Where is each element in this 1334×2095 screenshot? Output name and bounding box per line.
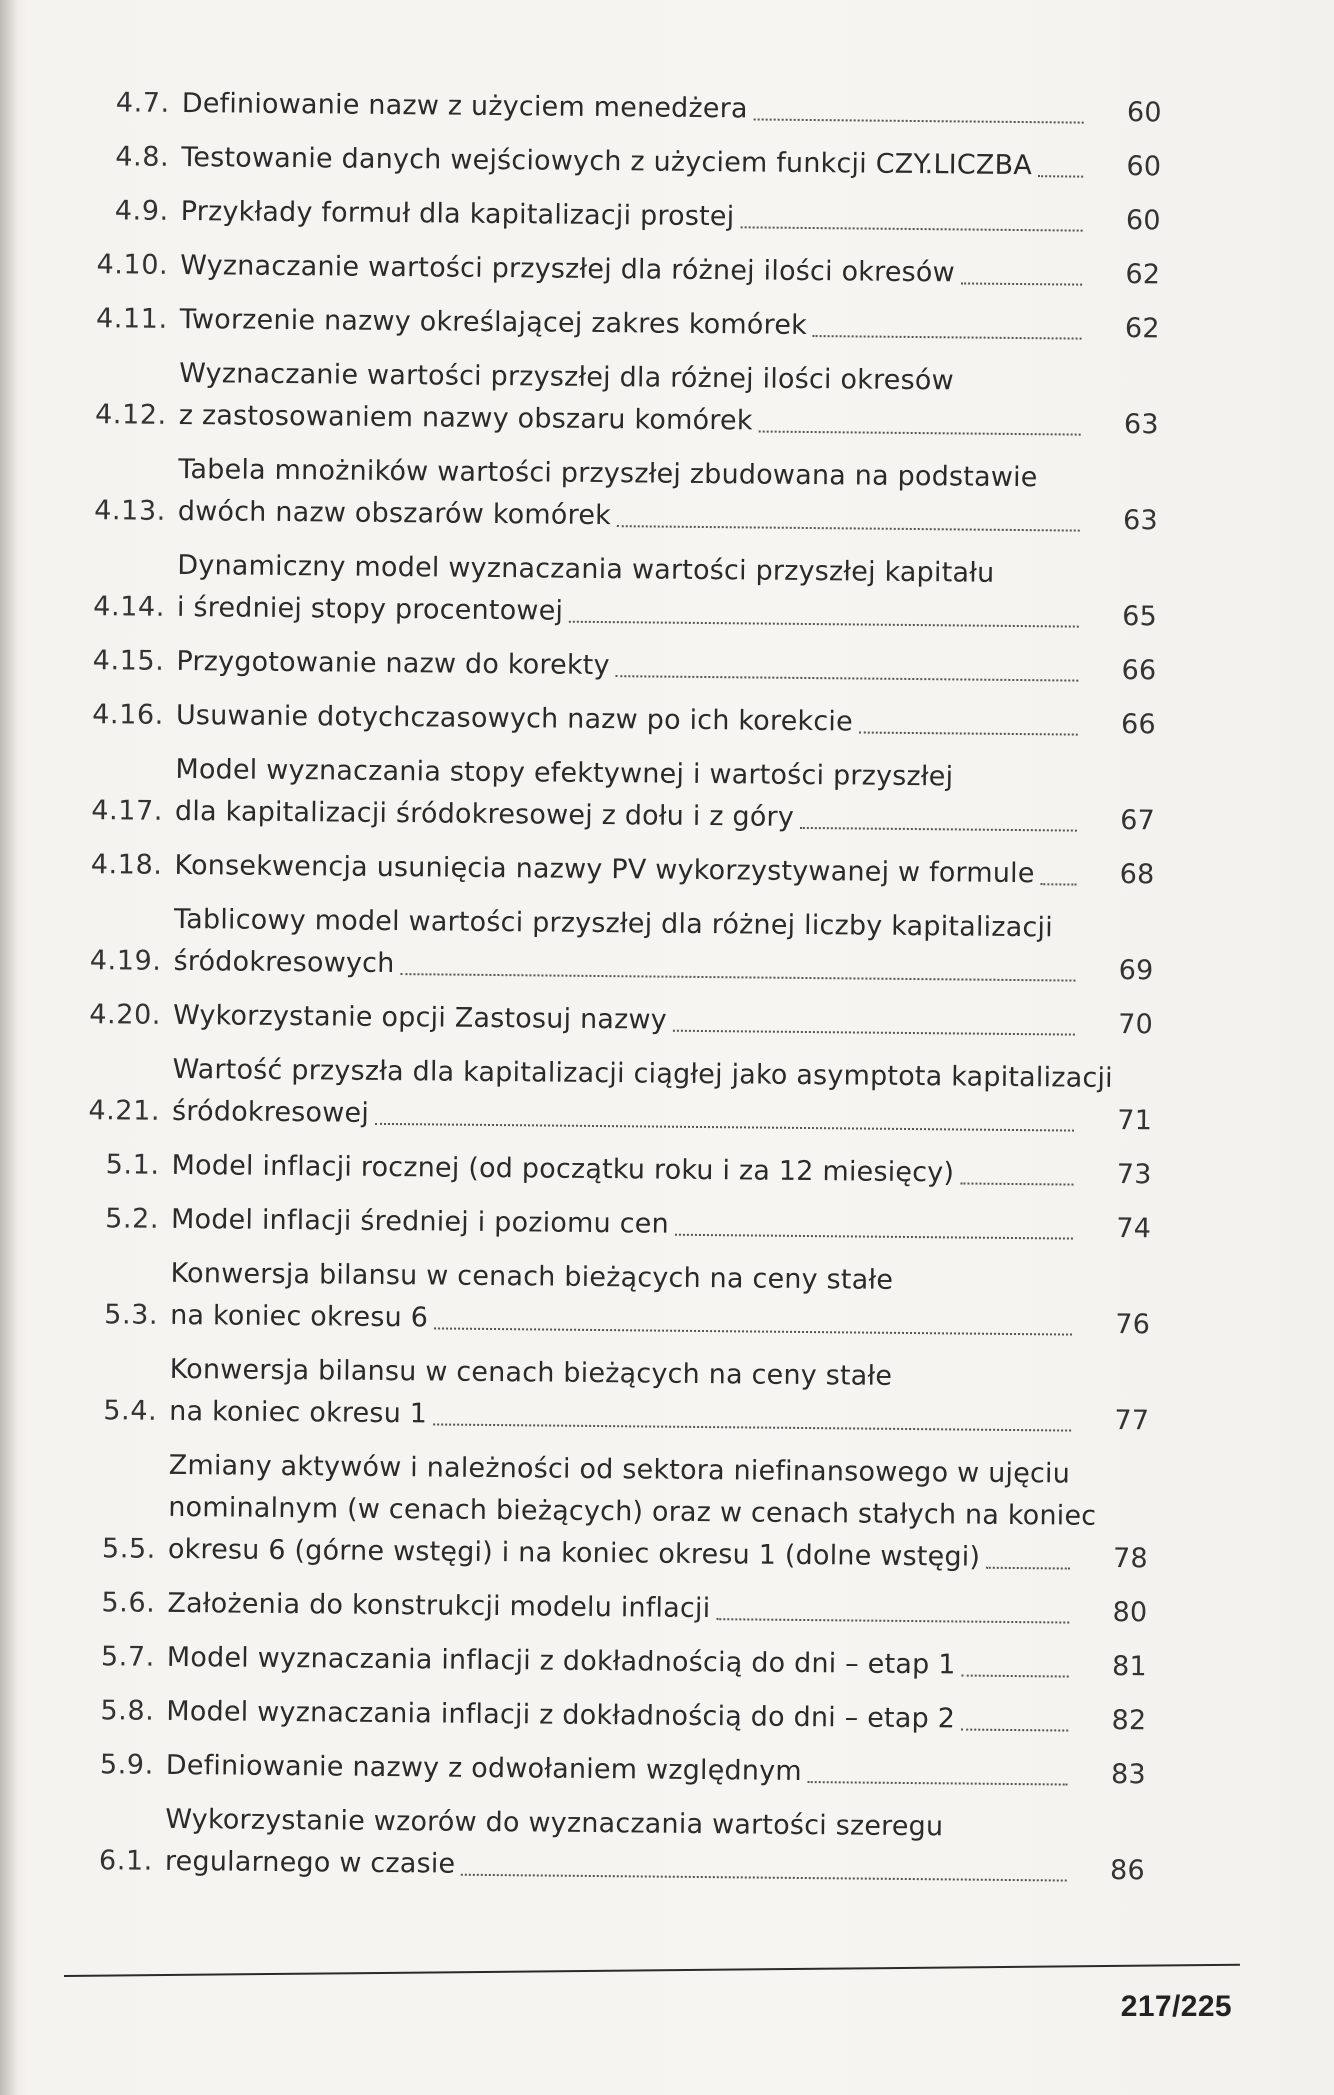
entry-number: 5.1. xyxy=(105,1149,160,1181)
entry-leader-line xyxy=(180,299,1160,350)
dot-leader xyxy=(808,1779,1068,1785)
entry-title: Przykłady formuł dla kapitalizacji prostej xyxy=(180,195,735,233)
entry-title-line: Konwersja bilansu w cenach bieżących na ceny stałe xyxy=(169,1353,893,1392)
entry-leader-line xyxy=(166,1691,1146,1742)
entry-leader-line xyxy=(171,1199,1151,1250)
entry-title: Założenia do konstrukcji modelu inflacji xyxy=(167,1587,711,1625)
entry-body xyxy=(177,545,1158,638)
entry-page-number: 76 xyxy=(1115,1308,1151,1341)
toc-entry xyxy=(71,1198,1241,1251)
entry-number: 4.10. xyxy=(96,249,169,281)
entry-number: 4.15. xyxy=(92,645,165,677)
entry-title-line: Tablicowy model wartości przyszłej dla różnej liczby kapitalizacji xyxy=(173,903,1054,944)
toc-entry xyxy=(69,1348,1240,1443)
entry-title: śródokresowej xyxy=(171,1095,370,1129)
entry-page-number: 82 xyxy=(1111,1704,1147,1737)
dot-leader xyxy=(813,333,1082,340)
entry-number: 4.11. xyxy=(95,303,168,335)
entry-title-line: Model wyznaczania stopy efektywnej i wartości przyszłej xyxy=(175,753,954,793)
entry-number: 4.17. xyxy=(91,795,164,827)
dot-leader xyxy=(740,224,1082,231)
entry-title: Model inflacji średniej i poziomu cen xyxy=(170,1203,669,1240)
toc-entry xyxy=(81,136,1251,189)
toc-entry xyxy=(67,1582,1237,1635)
entry-page-number: 86 xyxy=(1109,1854,1146,1887)
entry-page-number: 63 xyxy=(1123,409,1159,441)
entry-title-line: Dynamiczny model wyznaczania wartości przyszłej kapitału xyxy=(177,549,995,589)
entry-number: 4.14. xyxy=(93,591,166,623)
entry-body xyxy=(181,137,1161,188)
entry-number: 6.1. xyxy=(98,1845,154,1877)
entry-page-number: 60 xyxy=(1126,151,1162,183)
dot-leader xyxy=(961,280,1082,285)
entry-leader-line xyxy=(180,245,1160,296)
entry-number: 5.3. xyxy=(104,1299,159,1331)
dot-leader xyxy=(716,1616,1069,1623)
table-of-contents xyxy=(65,82,1252,1905)
entry-body xyxy=(167,1637,1147,1688)
entry-page-number: 71 xyxy=(1117,1104,1153,1137)
toc-entry xyxy=(79,352,1250,447)
entry-leader-line xyxy=(176,695,1156,746)
entry-number: 5.9. xyxy=(99,1749,154,1781)
entry-number: 4.19. xyxy=(89,945,162,977)
entry-leader-line xyxy=(178,491,1158,542)
dot-leader xyxy=(754,116,1084,123)
entry-title-line: nominalnym (w cenach bieżących) oraz w cenach stałych na koniec xyxy=(168,1491,1097,1532)
entry-title: na koniec okresu 1 xyxy=(169,1395,428,1430)
entry-page-number: 74 xyxy=(1116,1212,1152,1245)
entry-number: 4.21. xyxy=(88,1095,161,1127)
entry-title: z zastosowaniem nazwy obszaru komórek xyxy=(178,399,753,437)
entry-title: Definiowanie nazwy z odwołaniem względnym xyxy=(165,1749,802,1787)
entry-page-number: 63 xyxy=(1122,505,1158,537)
entry-title: Wyznaczanie wartości przyszłej dla różnej ilości okresów xyxy=(180,249,956,289)
toc-entry xyxy=(65,1798,1236,1893)
toc-entry xyxy=(74,844,1244,897)
toc-entry xyxy=(73,898,1244,993)
entry-leader-line xyxy=(167,1637,1147,1688)
entry-body xyxy=(169,1349,1150,1442)
entry-body xyxy=(181,191,1161,242)
entry-body xyxy=(178,449,1159,542)
entry-title: dwóch nazw obszarów komórek xyxy=(177,495,612,532)
entry-title-line: Zmiany aktywów i należności od sektora niefinansowego w ujęciu xyxy=(168,1449,1071,1490)
entry-title: i średniej stopy procentowej xyxy=(176,591,564,627)
entry-body xyxy=(173,899,1154,992)
dot-leader xyxy=(616,673,1079,681)
dot-leader xyxy=(617,523,1080,531)
entry-page-number: 70 xyxy=(1118,1008,1154,1041)
entry-page-number: 80 xyxy=(1112,1596,1148,1629)
toc-entry xyxy=(71,1144,1241,1197)
toc-entry xyxy=(80,298,1250,351)
dot-leader xyxy=(375,1121,1074,1132)
entry-number: 4.8. xyxy=(115,141,170,173)
dot-leader xyxy=(800,825,1077,832)
entry-body xyxy=(180,245,1160,296)
entry-body xyxy=(171,1145,1151,1196)
dot-leader xyxy=(433,1421,1071,1431)
entry-body xyxy=(165,1799,1146,1892)
entry-leader-line xyxy=(179,395,1159,446)
entry-page-number: 69 xyxy=(1118,954,1154,987)
entry-title: Tworzenie nazwy określającej zakres komórek xyxy=(179,303,808,341)
entry-title-line: Tabela mnożników wartości przyszłej zbudowana na podstawie xyxy=(178,453,1038,494)
dot-leader xyxy=(434,1325,1072,1335)
entry-body xyxy=(179,353,1160,446)
toc-entry xyxy=(68,1444,1239,1581)
entry-title: Model wyznaczania inflacji z dokładnością do dni – etap 2 xyxy=(166,1695,956,1735)
entry-leader-line xyxy=(171,1145,1151,1196)
entry-title-line: Wykorzystanie wzorów do wyznaczania wartości szeregu xyxy=(165,1803,944,1843)
entry-leader-line xyxy=(173,941,1153,992)
entry-number: 4.7. xyxy=(115,87,170,119)
entry-leader-line xyxy=(167,1583,1147,1634)
toc-entry xyxy=(81,190,1251,243)
entry-title: Wykorzystanie opcji Zastosuj nazwy xyxy=(172,999,668,1036)
entry-title: Model wyznaczania inflacji z dokładnością do dni – etap 1 xyxy=(166,1641,956,1681)
entry-page-number: 73 xyxy=(1116,1158,1152,1191)
entry-page-number: 68 xyxy=(1119,858,1155,891)
dot-leader xyxy=(961,1727,1068,1732)
entry-body xyxy=(180,299,1160,350)
entry-number: 4.20. xyxy=(89,999,162,1031)
toc-entry xyxy=(70,1252,1241,1347)
entry-title: Definiowanie nazw z użyciem menedżera xyxy=(181,87,748,125)
dot-leader xyxy=(759,429,1081,436)
entry-body xyxy=(182,83,1162,134)
entry-number: 5.7. xyxy=(100,1641,156,1673)
entry-number: 4.16. xyxy=(92,699,165,731)
dot-leader xyxy=(1038,173,1083,177)
entry-title: Model inflacji rocznej (od początku roku i za 12 miesięcy) xyxy=(171,1149,955,1189)
dot-leader xyxy=(960,1180,1073,1185)
dot-leader xyxy=(569,619,1079,628)
entry-page-number: 81 xyxy=(1111,1650,1147,1683)
entry-title: regularnego w czasie xyxy=(164,1845,456,1880)
entry-leader-line xyxy=(175,791,1155,842)
entry-page-number: 60 xyxy=(1126,97,1162,129)
entry-page-number: 67 xyxy=(1120,805,1156,837)
entry-title: Przygotowanie nazw do korekty xyxy=(176,645,610,682)
toc-entry xyxy=(76,640,1246,693)
entry-title: Konsekwencja usunięcia nazwy PV wykorzystywanej w formule xyxy=(174,849,1035,890)
entry-number: 4.18. xyxy=(90,849,163,881)
entry-number: 5.2. xyxy=(105,1203,160,1235)
toc-entry xyxy=(77,544,1248,639)
toc-entry xyxy=(67,1636,1237,1689)
entry-number: 4.12. xyxy=(94,399,167,431)
entry-leader-line xyxy=(182,83,1162,134)
entry-body xyxy=(167,1583,1147,1634)
entry-leader-line xyxy=(169,1391,1149,1442)
entry-title: śródokresowych xyxy=(173,945,395,980)
entry-body xyxy=(172,1049,1153,1142)
entry-leader-line xyxy=(176,641,1156,692)
entry-leader-line xyxy=(173,995,1153,1046)
entry-page-number: 62 xyxy=(1125,259,1161,291)
entry-leader-line xyxy=(168,1529,1148,1580)
entry-title: okresu 6 (górne wstęgi) i na koniec okresu 1 (dolne wstęgi) xyxy=(167,1533,981,1573)
dot-leader xyxy=(675,1232,1073,1240)
entry-leader-line xyxy=(181,191,1161,242)
footer-rule xyxy=(64,1964,1240,1977)
entry-body xyxy=(173,995,1153,1046)
entry-leader-line xyxy=(166,1745,1146,1796)
entry-leader-line xyxy=(174,845,1154,896)
entry-body xyxy=(174,845,1154,896)
entry-title: Testowanie danych wejściowych z użyciem funkcji CZY.LICZBA xyxy=(181,141,1033,182)
entry-title-line: Wyznaczanie wartości przyszłej dla różnej ilości okresów xyxy=(179,357,954,397)
entry-page-number: 83 xyxy=(1110,1758,1146,1791)
entry-page-number: 60 xyxy=(1125,205,1161,237)
entry-body xyxy=(166,1691,1146,1742)
dot-leader xyxy=(461,1872,1067,1882)
entry-title: Usuwanie dotychczasowych nazw po ich korekcie xyxy=(175,699,854,738)
entry-number: 5.6. xyxy=(101,1587,156,1619)
entry-leader-line xyxy=(181,137,1161,188)
toc-entry xyxy=(73,994,1243,1047)
toc-entry xyxy=(72,1048,1243,1143)
entry-page-number: 65 xyxy=(1122,601,1158,633)
entry-body xyxy=(168,1445,1149,1580)
toc-entry xyxy=(80,244,1250,297)
entry-body xyxy=(176,695,1156,746)
entry-body xyxy=(176,641,1156,692)
page-edge-shadow xyxy=(0,0,18,2095)
entry-body xyxy=(166,1745,1146,1796)
toc-entry xyxy=(75,748,1246,843)
entry-page-number: 66 xyxy=(1120,709,1157,741)
entry-title-line: Konwersja bilansu w cenach bieżących na ceny stałe xyxy=(170,1257,894,1296)
dot-leader xyxy=(986,1565,1070,1570)
entry-leader-line xyxy=(172,1091,1152,1142)
toc-entry xyxy=(76,694,1246,747)
entry-page-number: 78 xyxy=(1112,1542,1149,1575)
toc-entry xyxy=(78,448,1249,543)
entry-number: 4.13. xyxy=(94,495,167,527)
toc-entry xyxy=(82,82,1252,135)
dot-leader xyxy=(673,1028,1075,1036)
entry-body xyxy=(175,749,1156,842)
entry-number: 5.8. xyxy=(100,1695,155,1727)
entry-number: 5.5. xyxy=(101,1533,157,1565)
entry-body xyxy=(170,1253,1151,1346)
entry-page-number: 66 xyxy=(1121,655,1157,687)
dot-leader xyxy=(400,971,1075,981)
dot-leader xyxy=(961,1673,1068,1678)
entry-leader-line xyxy=(165,1841,1145,1892)
entry-title: na koniec okresu 6 xyxy=(170,1299,429,1334)
entry-number: 5.4. xyxy=(103,1395,158,1427)
entry-leader-line xyxy=(170,1295,1150,1346)
entry-body xyxy=(171,1199,1151,1250)
entry-page-number: 77 xyxy=(1114,1404,1150,1437)
entry-title-line: Wartość przyszła dla kapitalizacji ciągłej jako asymptota kapitalizacji xyxy=(172,1053,1114,1094)
entry-title: dla kapitalizacji śródokresowej z dołu i z góry xyxy=(174,795,795,833)
dot-leader xyxy=(859,729,1078,735)
entry-leader-line xyxy=(177,587,1157,638)
page-folio: 217/225 xyxy=(1120,1990,1232,2023)
toc-entry xyxy=(66,1690,1236,1743)
dot-leader xyxy=(1041,881,1077,885)
entry-page-number: 62 xyxy=(1124,313,1160,345)
toc-entry xyxy=(66,1744,1236,1797)
entry-number: 4.9. xyxy=(114,195,169,227)
